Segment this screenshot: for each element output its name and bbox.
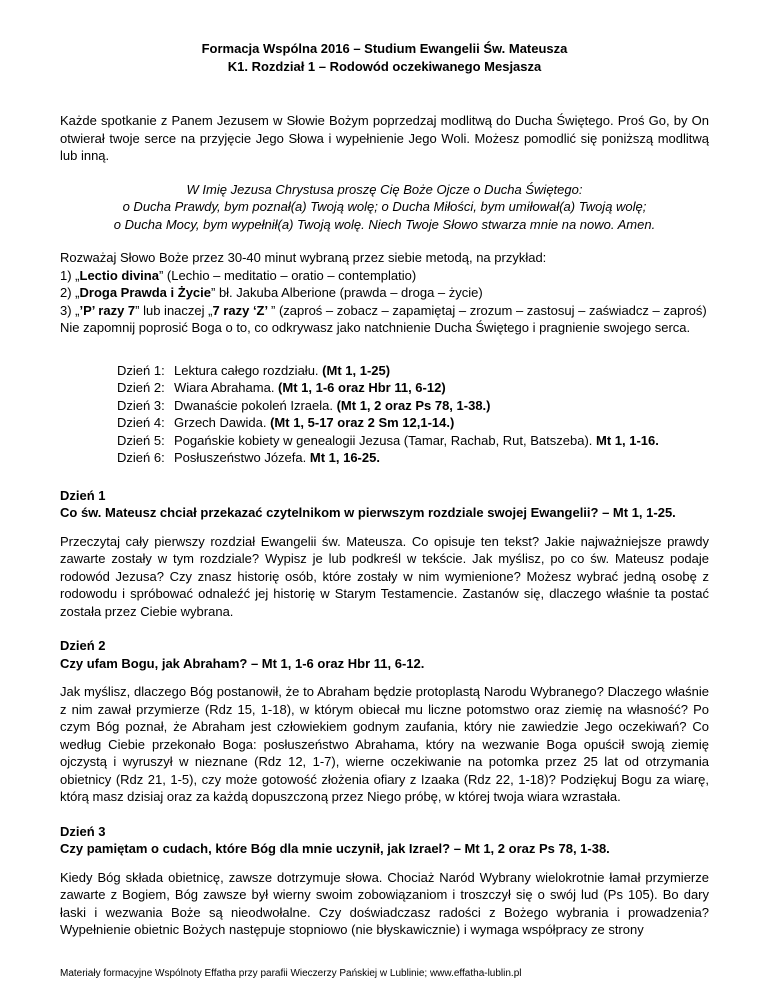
page-footer: Materiały formacyjne Wspólnoty Effatha przy parafii Wieczerzy Pańskiej w Lublinie; www.effatha-lublin.pl [60, 968, 522, 979]
day-schedule [117, 362, 709, 467]
prayer-block [60, 181, 709, 234]
section-title: Dzień 2 [60, 638, 106, 653]
section-body: Kiedy Bóg składa obietnicę, zawsze dotrzymuje słowa. Chociaż Naród Wybrany wielokrotnie łamał przymierze zawarte z Bogiem, Bóg zawsze był wierny swoim zobowiązaniom i troszczył się o swój lud (Ps 105). Bo dary łaski i wezwania Boże są nieodwołalne. Czy doświadczasz radości z Bożego wybrania i prowadzenia? Wypełnienie obietnic Bożych następuje stopniowo (nie błyskawicznie) i wymaga współpracy ze strony [60, 869, 709, 937]
day-section [60, 637, 709, 806]
day-description: Posłuszeństwo Józefa. Mt 1, 16-25. [174, 450, 380, 465]
method-item: 2) „Droga Prawda i Życie” bł. Jakuba Alberione (prawda – droga – życie) [60, 285, 483, 300]
section-question: Co św. Mateusz chciał przekazać czytelnikom w pierwszym rozdziale swojej Ewangelii? – Mt 1, 1-25. [60, 505, 676, 520]
day-description: Grzech Dawida. (Mt 1, 5-17 oraz 2 Sm 12,1-14.) [174, 415, 455, 430]
day-schedule-row [117, 414, 709, 432]
section-question: Czy ufam Bogu, jak Abraham? – Mt 1, 1-6 oraz Hbr 11, 6-12. [60, 655, 425, 671]
methods-closing: Nie zapomnij poprosić Boga o to, co odkrywasz jako natchnienie Ducha Świętego i pragnienie swojego serca. [60, 320, 691, 335]
section-title: Dzień 1 [60, 487, 106, 503]
method-item: 3) „’P’ razy 7” lub inaczej „7 razy ‘Z’ ” (zaproś – zobacz – zapamiętaj – zrozum – zastosuj – zaświadcz – zaproś) [60, 302, 707, 318]
day-label: Dzień 2: [117, 380, 165, 395]
day-description: Dwanaście pokoleń Izraela. (Mt 1, 2 oraz Ps 78, 1-38.) [174, 397, 491, 413]
day-schedule-row [117, 379, 709, 397]
section-heading [60, 487, 709, 522]
prayer-line: o Ducha Mocy, bym wypełnił(a) Twoją wolę. Niech Twoje Słowo stwarza mnie na nowo. Amen. [113, 216, 656, 232]
day-label: Dzień 4: [117, 415, 165, 430]
section-body: Przeczytaj cały pierwszy rozdział Ewangelii św. Mateusza. Co opisuje ten tekst? Jakie najważniejsze prawdy zawarte zostały w tym rozdziale? Wypisz je lub podkreśl w tekście. Jak myślisz, po co św. Mateusz podaje rodowód Jezusa? Czy znasz historię osób, które zostały w nim wymienione? Możesz wybrać jedną osobę z rodowodu i spróbować odnaleźć jej historię w Starym Testamencie. Zastanów się, dlaczego właśnie ta postać została przez Ciebie wybrana. [60, 533, 709, 619]
methods-block [60, 249, 709, 337]
day-description: Wiara Abrahama. (Mt 1, 1-6 oraz Hbr 11, 6-12) [174, 380, 446, 395]
methods-lead: Rozważaj Słowo Boże przez 30-40 minut wybraną przez siebie metodą, na przykład: [60, 250, 547, 265]
day-schedule-row [117, 362, 709, 380]
day-label: Dzień 6: [117, 450, 165, 465]
section-heading [60, 637, 709, 672]
day-section [60, 823, 709, 939]
prayer-line: o Ducha Prawdy, bym poznał(a) Twoją wolę; o Ducha Miłości, bym umiłował(a) Twoją wolę; [122, 199, 647, 214]
document-header [60, 40, 709, 75]
prayer-line: W Imię Jezusa Chrystusa proszę Cię Boże Ojcze o Ducha Świętego: [186, 181, 583, 197]
day-label: Dzień 1: [117, 362, 165, 378]
day-description: Pogańskie kobiety w genealogii Jezusa (Tamar, Rachab, Rut, Batszeba). Mt 1, 1-16. [174, 432, 659, 448]
section-question: Czy pamiętam o cudach, które Bóg dla mnie uczynił, jak Izrael? – Mt 1, 2 oraz Ps 78, 1-38. [60, 841, 610, 856]
day-schedule-row [117, 449, 709, 467]
header-subtitle: K1. Rozdział 1 – Rodowód oczekiwanego Mesjasza [227, 58, 542, 74]
section-heading [60, 823, 709, 858]
method-item: 1) „Lectio divina” (Lechio – meditatio – oratio – contemplatio) [60, 267, 417, 283]
day-label: Dzień 3: [117, 397, 165, 413]
day-description: Lektura całego rozdziału. (Mt 1, 1-25) [174, 362, 391, 378]
day-schedule-row [117, 432, 709, 450]
document-page [60, 40, 709, 956]
intro-paragraph: Każde spotkanie z Panem Jezusem w Słowie Bożym poprzedzaj modlitwą do Ducha Świętego. Proś Go, by On otwierał twoje serce na przyjęcie Jego Słowa i wypełnienie Jego Woli. Możesz pomodlić się poniższą modlitwą lub inną. [60, 113, 709, 163]
day-schedule-row [117, 397, 709, 415]
day-section [60, 487, 709, 621]
section-body: Jak myślisz, dlaczego Bóg postanowił, że to Abraham będzie protoplastą Narodu Wybranego? Dlaczego właśnie z nim zawał przymierze (Rdz 15, 1-18), w którym obiecał mu liczne potomstwo oraz ziemię na własność? Po czym Bóg poznał, że Abraham jest człowiekiem godnym zaufania, który nie zawiedzie Jego oczekiwań? Co według Ciebie przekonało Boga: posłuszeństwo Abrahama, który na wezwanie Boga opuścił swoją ziemię ojczystą i wyruszył w nieznane (Rdz 12, 1-7), wierne oczekiwanie na potomka przez 25 lat od otrzymania obietnicy (Rdz 21, 1-5), czy może gotowość złożenia ofiary z Izaaka (Rdz 22, 1-18)? Podziękuj Bogu za wiarę, którą masz dzisiaj oraz za każdą dopuszczoną przez Niego próbę, w której twoja wiara wzrastała. [60, 684, 709, 804]
section-title: Dzień 3 [60, 823, 106, 839]
day-label: Dzień 5: [117, 432, 165, 448]
header-title: Formacja Wspólna 2016 – Studium Ewangelii Św. Mateusza [201, 41, 568, 56]
